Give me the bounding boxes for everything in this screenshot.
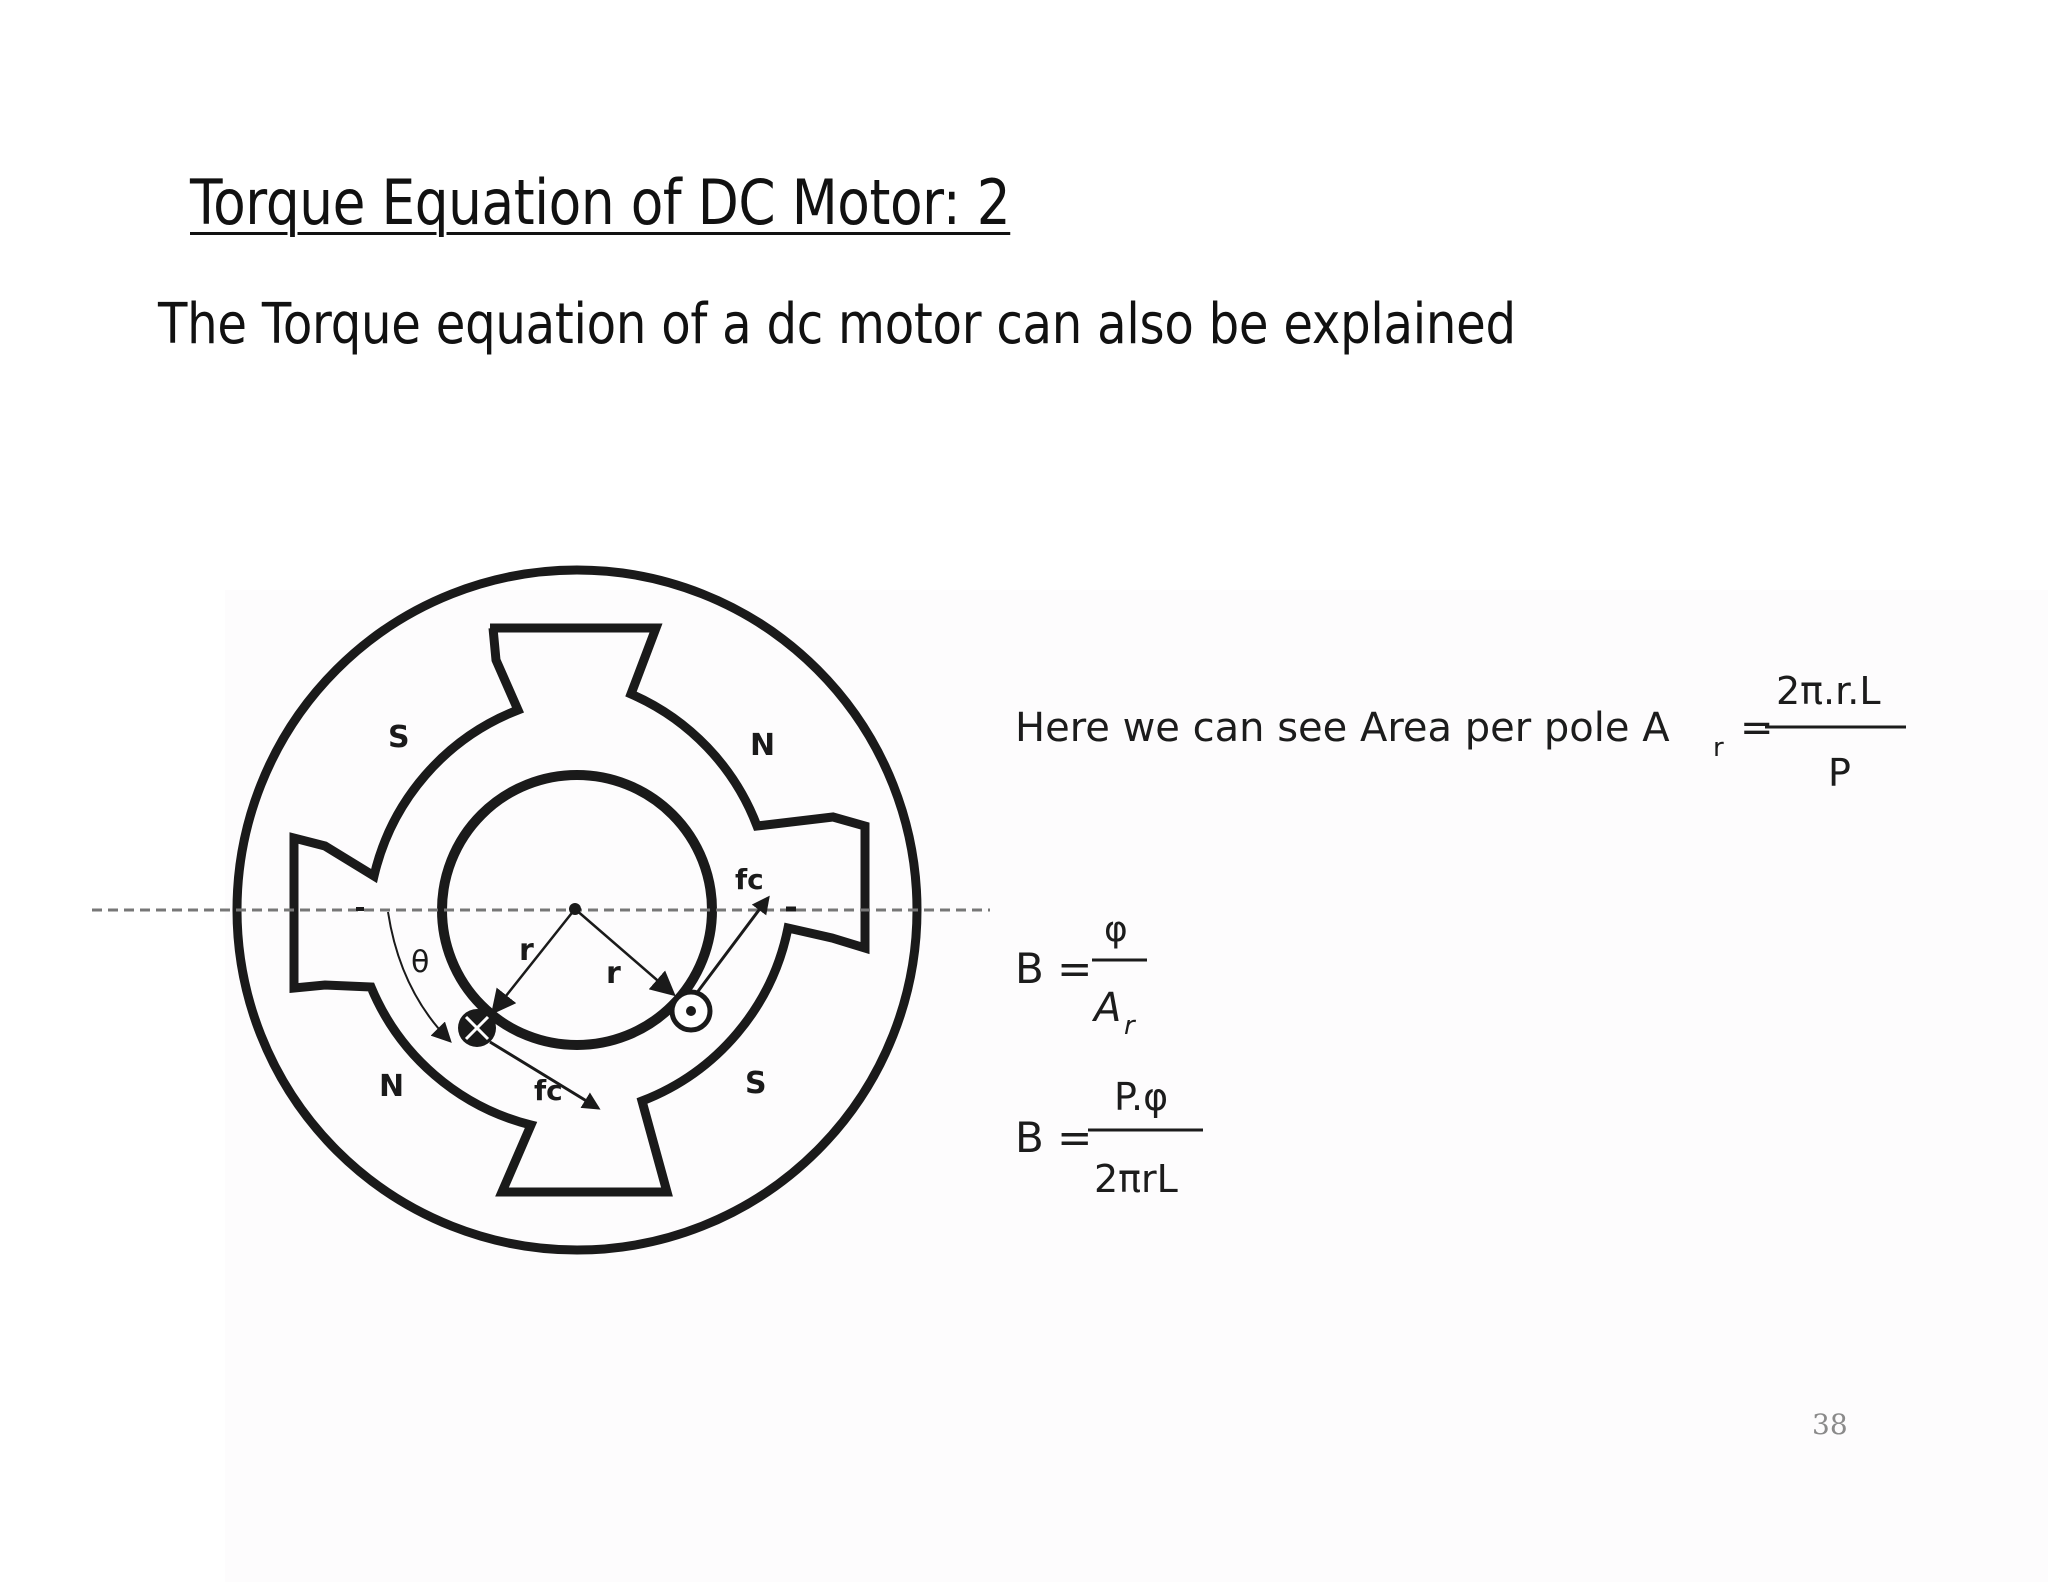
angle-label: θ: [411, 945, 430, 980]
force-label-top: fc: [735, 863, 764, 896]
b1-numerator: φ: [1104, 909, 1128, 950]
b2-numerator: P.φ: [1114, 1075, 1169, 1119]
radius-label-right: r: [606, 956, 621, 991]
flux-density-equation-2: [1015, 1075, 1203, 1201]
b2-denominator: 2πrL: [1094, 1157, 1178, 1201]
conductor-into-page-icon: [458, 1009, 496, 1047]
radius-arrow-right: [575, 909, 672, 993]
force-label-bottom: fc: [534, 1074, 563, 1107]
conductor-out-of-page-icon: [672, 992, 710, 1030]
radius-label-left: r: [519, 933, 534, 968]
area-equation-prefix: Here we can see Area per pole A: [1015, 705, 1670, 751]
pole-label-top-right: N: [750, 728, 776, 763]
pole-label-top-left: S: [388, 720, 410, 755]
flux-density-equation-1: [1015, 909, 1147, 1041]
page-number: 38: [1812, 1408, 1848, 1441]
b1-lhs: B =: [1015, 944, 1093, 993]
area-equation-numerator: 2π.r.L: [1776, 669, 1881, 713]
area-equation-equals: =: [1740, 705, 1774, 751]
area-equation-denominator: P: [1828, 751, 1851, 795]
b1-denominator: A: [1094, 985, 1122, 1031]
slide-title: Torque Equation of DC Motor: 2: [190, 166, 1011, 239]
area-equation-subscript: r: [1713, 733, 1724, 763]
b2-lhs: B =: [1015, 1113, 1093, 1162]
slide-subtitle: The Torque equation of a dc motor can also be explained: [158, 292, 1516, 357]
b1-denominator-subscript: r: [1124, 1011, 1135, 1041]
pole-label-bottom-left: N: [379, 1069, 405, 1104]
area-per-pole-equation: [1015, 669, 1906, 795]
radius-arrow-left: [494, 909, 575, 1011]
pole-label-bottom-right: S: [745, 1066, 767, 1101]
